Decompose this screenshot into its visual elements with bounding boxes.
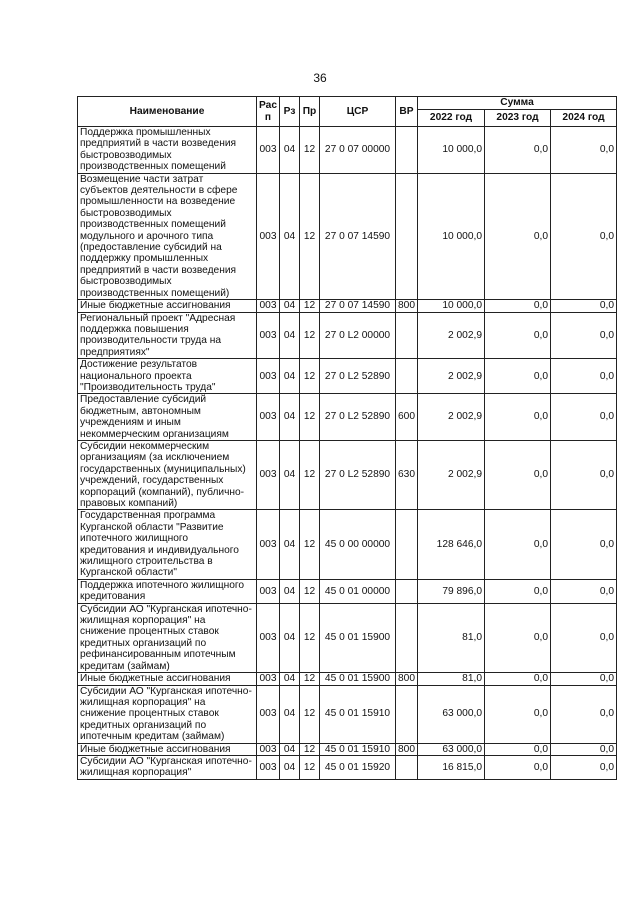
cell-name: Субсидии некоммерческим организациям (за исключением государственных (муниципальных) учреждений, государственных корпораций (компаний), публично-правовых компаний) xyxy=(78,440,257,509)
header-2022: 2022 год xyxy=(418,110,485,127)
cell-y2023: 0,0 xyxy=(485,359,551,394)
cell-name: Региональный проект "Адресная поддержка повышения производительности труда на предприятиях" xyxy=(78,312,257,359)
cell-csr: 27 0 07 00000 xyxy=(320,127,396,174)
cell-pr: 12 xyxy=(300,603,320,672)
cell-name: Поддержка промышленных предприятий в части возведения быстровозводимых производственных помещений xyxy=(78,127,257,174)
cell-rz: 04 xyxy=(280,673,300,685)
cell-rz: 04 xyxy=(280,603,300,672)
cell-name: Государственная программа Курганской области "Развитие ипотечного жилищного кредитования и индивидуального жилищного строительства в Курганской области" xyxy=(78,510,257,579)
cell-y2024: 0,0 xyxy=(551,743,617,755)
cell-vr xyxy=(396,755,418,779)
cell-y2023: 0,0 xyxy=(485,579,551,603)
cell-rasp: 003 xyxy=(257,755,280,779)
cell-name: Субсидии АО "Курганская ипотечно-жилищная корпорация" на снижение процентных ставок кредитных организаций по ипотечным кредитам (займам) xyxy=(78,685,257,743)
cell-y2022: 2 002,9 xyxy=(418,440,485,509)
cell-name: Возмещение части затрат субъектов деятельности в сфере промышленности на возведение быстровозводимых производственных помещений модульного и арочного типа (предоставление субсидий на поддержку промышленных предприятий в части возведения быстровозводимых производственных помещений) xyxy=(78,173,257,299)
cell-vr xyxy=(396,173,418,299)
cell-y2024: 0,0 xyxy=(551,359,617,394)
cell-y2023: 0,0 xyxy=(485,673,551,685)
cell-y2024: 0,0 xyxy=(551,603,617,672)
cell-y2024: 0,0 xyxy=(551,755,617,779)
cell-csr: 27 0 L2 00000 xyxy=(320,312,396,359)
cell-vr: 800 xyxy=(396,743,418,755)
cell-name: Поддержка ипотечного жилищного кредитования xyxy=(78,579,257,603)
cell-y2023: 0,0 xyxy=(485,127,551,174)
header-2024: 2024 год xyxy=(551,110,617,127)
cell-pr: 12 xyxy=(300,743,320,755)
cell-csr: 45 0 01 15910 xyxy=(320,685,396,743)
cell-pr: 12 xyxy=(300,673,320,685)
table-row xyxy=(78,755,617,779)
cell-y2024: 0,0 xyxy=(551,300,617,312)
cell-rasp: 003 xyxy=(257,359,280,394)
table-row xyxy=(78,359,617,394)
header-vr: ВР xyxy=(396,97,418,127)
cell-csr: 45 0 01 15900 xyxy=(320,603,396,672)
cell-pr: 12 xyxy=(300,127,320,174)
cell-rasp: 003 xyxy=(257,685,280,743)
cell-name: Предоставление субсидий бюджетным, автономным учреждениям и иным некоммерческим организациям xyxy=(78,394,257,441)
cell-rz: 04 xyxy=(280,173,300,299)
cell-rasp: 003 xyxy=(257,394,280,441)
cell-rasp: 003 xyxy=(257,440,280,509)
cell-y2023: 0,0 xyxy=(485,173,551,299)
header-2023: 2023 год xyxy=(485,110,551,127)
cell-csr: 27 0 L2 52890 xyxy=(320,394,396,441)
cell-vr xyxy=(396,579,418,603)
cell-rz: 04 xyxy=(280,743,300,755)
cell-pr: 12 xyxy=(300,685,320,743)
cell-csr: 45 0 01 15900 xyxy=(320,673,396,685)
cell-y2023: 0,0 xyxy=(485,755,551,779)
header-rz: Рз xyxy=(280,97,300,127)
cell-vr xyxy=(396,127,418,174)
table-row xyxy=(78,673,617,685)
cell-rasp: 003 xyxy=(257,127,280,174)
cell-y2022: 10 000,0 xyxy=(418,127,485,174)
cell-vr xyxy=(396,312,418,359)
cell-csr: 45 0 01 15920 xyxy=(320,755,396,779)
cell-y2022: 10 000,0 xyxy=(418,300,485,312)
cell-y2022: 128 646,0 xyxy=(418,510,485,579)
table-row xyxy=(78,173,617,299)
table-row xyxy=(78,394,617,441)
cell-csr: 27 0 07 14590 xyxy=(320,300,396,312)
cell-name: Субсидии АО "Курганская ипотечно-жилищная корпорация" на снижение процентных ставок кредитных организаций по рефинансированным ипотечным кредитам (займам) xyxy=(78,603,257,672)
header-sum: Сумма xyxy=(418,97,617,110)
cell-y2022: 2 002,9 xyxy=(418,359,485,394)
header-pr: Пр xyxy=(300,97,320,127)
cell-rasp: 003 xyxy=(257,579,280,603)
header-csr: ЦСР xyxy=(320,97,396,127)
page-number: 36 xyxy=(313,71,327,85)
cell-name: Иные бюджетные ассигнования xyxy=(78,743,257,755)
cell-pr: 12 xyxy=(300,394,320,441)
cell-y2024: 0,0 xyxy=(551,312,617,359)
cell-vr xyxy=(396,685,418,743)
cell-vr: 800 xyxy=(396,300,418,312)
cell-y2024: 0,0 xyxy=(551,127,617,174)
cell-csr: 45 0 00 00000 xyxy=(320,510,396,579)
cell-rz: 04 xyxy=(280,312,300,359)
cell-rasp: 003 xyxy=(257,312,280,359)
cell-csr: 27 0 L2 52890 xyxy=(320,440,396,509)
cell-pr: 12 xyxy=(300,440,320,509)
cell-y2022: 63 000,0 xyxy=(418,685,485,743)
cell-y2023: 0,0 xyxy=(485,743,551,755)
cell-y2024: 0,0 xyxy=(551,673,617,685)
cell-csr: 45 0 01 00000 xyxy=(320,579,396,603)
cell-rz: 04 xyxy=(280,685,300,743)
cell-y2022: 2 002,9 xyxy=(418,394,485,441)
cell-y2023: 0,0 xyxy=(485,312,551,359)
cell-rasp: 003 xyxy=(257,743,280,755)
table-row xyxy=(78,127,617,174)
cell-pr: 12 xyxy=(300,359,320,394)
table-row xyxy=(78,743,617,755)
cell-rz: 04 xyxy=(280,510,300,579)
cell-vr: 630 xyxy=(396,440,418,509)
cell-vr xyxy=(396,603,418,672)
cell-pr: 12 xyxy=(300,510,320,579)
cell-pr: 12 xyxy=(300,173,320,299)
budget-table xyxy=(77,96,617,780)
header-rasp: Рас п xyxy=(257,97,280,127)
cell-rasp: 003 xyxy=(257,510,280,579)
cell-y2023: 0,0 xyxy=(485,394,551,441)
cell-rz: 04 xyxy=(280,579,300,603)
cell-rz: 04 xyxy=(280,127,300,174)
cell-y2022: 81,0 xyxy=(418,603,485,672)
cell-y2023: 0,0 xyxy=(485,603,551,672)
cell-y2022: 16 815,0 xyxy=(418,755,485,779)
cell-pr: 12 xyxy=(300,312,320,359)
cell-y2024: 0,0 xyxy=(551,510,617,579)
cell-vr xyxy=(396,510,418,579)
cell-y2023: 0,0 xyxy=(485,440,551,509)
cell-pr: 12 xyxy=(300,300,320,312)
cell-y2024: 0,0 xyxy=(551,394,617,441)
table-row xyxy=(78,440,617,509)
cell-rz: 04 xyxy=(280,440,300,509)
table-row xyxy=(78,300,617,312)
cell-csr: 27 0 L2 52890 xyxy=(320,359,396,394)
cell-y2022: 81,0 xyxy=(418,673,485,685)
cell-name: Достижение результатов национального проекта "Производительность труда" xyxy=(78,359,257,394)
table-row xyxy=(78,603,617,672)
cell-y2022: 2 002,9 xyxy=(418,312,485,359)
cell-rz: 04 xyxy=(280,300,300,312)
cell-pr: 12 xyxy=(300,579,320,603)
cell-rasp: 003 xyxy=(257,603,280,672)
cell-y2023: 0,0 xyxy=(485,300,551,312)
cell-name: Иные бюджетные ассигнования xyxy=(78,300,257,312)
cell-y2022: 10 000,0 xyxy=(418,173,485,299)
cell-y2023: 0,0 xyxy=(485,510,551,579)
cell-csr: 27 0 07 14590 xyxy=(320,173,396,299)
cell-y2024: 0,0 xyxy=(551,440,617,509)
table-row xyxy=(78,312,617,359)
cell-rz: 04 xyxy=(280,359,300,394)
cell-csr: 45 0 01 15910 xyxy=(320,743,396,755)
cell-name: Субсидии АО "Курганская ипотечно-жилищная корпорация" xyxy=(78,755,257,779)
table-row xyxy=(78,579,617,603)
table-row xyxy=(78,510,617,579)
cell-y2023: 0,0 xyxy=(485,685,551,743)
cell-vr xyxy=(396,359,418,394)
cell-rasp: 003 xyxy=(257,173,280,299)
header-name: Наименование xyxy=(78,97,257,127)
cell-pr: 12 xyxy=(300,755,320,779)
cell-rasp: 003 xyxy=(257,673,280,685)
cell-vr: 800 xyxy=(396,673,418,685)
cell-rasp: 003 xyxy=(257,300,280,312)
table-row xyxy=(78,685,617,743)
cell-y2022: 79 896,0 xyxy=(418,579,485,603)
cell-rz: 04 xyxy=(280,394,300,441)
cell-y2022: 63 000,0 xyxy=(418,743,485,755)
cell-rz: 04 xyxy=(280,755,300,779)
cell-y2024: 0,0 xyxy=(551,173,617,299)
cell-name: Иные бюджетные ассигнования xyxy=(78,673,257,685)
cell-y2024: 0,0 xyxy=(551,579,617,603)
cell-vr: 600 xyxy=(396,394,418,441)
cell-y2024: 0,0 xyxy=(551,685,617,743)
